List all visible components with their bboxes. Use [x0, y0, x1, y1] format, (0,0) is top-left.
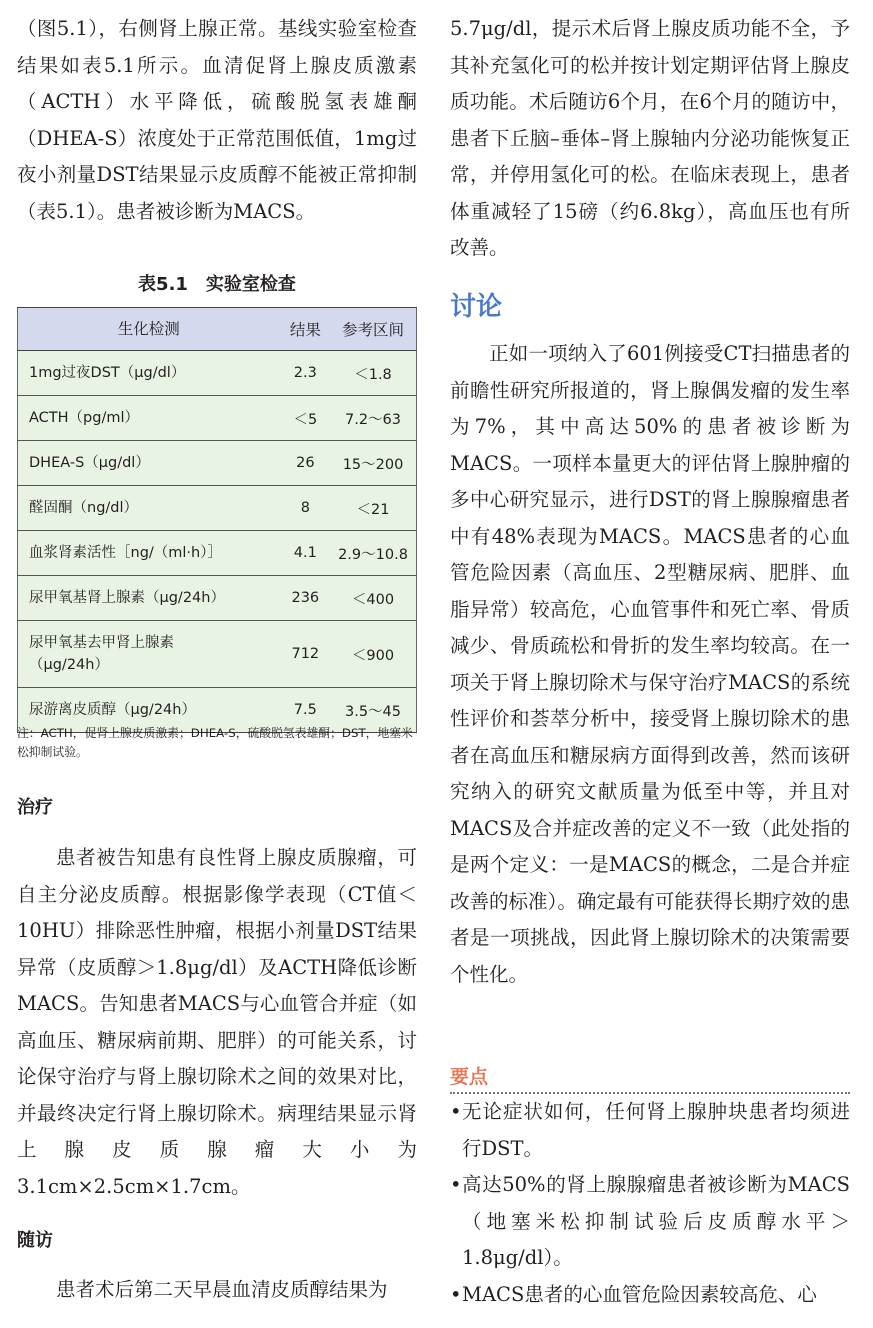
- list-item: • MACS患者的心血管危险因素较高危、心: [450, 1277, 850, 1314]
- discussion-heading: 讨论: [450, 292, 503, 322]
- followup-paragraph: 患者术后第二天早晨血清皮质醇结果为: [56, 1278, 388, 1301]
- table-header-row: [18, 308, 417, 351]
- table-row: [18, 486, 417, 531]
- cell-result: 2.3: [281, 351, 330, 396]
- header-reference: 参考区间: [330, 308, 416, 351]
- cell-test: 尿甲氧基去甲肾上腺素（μg/24h）: [18, 621, 281, 688]
- cell-result: 712: [281, 621, 330, 688]
- cell-test: 醛固酮（ng/dl）: [18, 486, 281, 531]
- cell-result: ＜5: [281, 396, 330, 441]
- cell-result: 8: [281, 486, 330, 531]
- cell-reference: 15～200: [330, 441, 416, 486]
- header-result: 结果: [281, 308, 330, 351]
- cell-reference: 3.5～45: [330, 688, 416, 733]
- table-note: 注：ACTH，促肾上腺皮质激素；DHEA-S，硫酸脱氢表雄酮；DST，地塞米松抑制试验。: [17, 726, 413, 759]
- cell-test: DHEA-S（μg/dl）: [18, 441, 281, 486]
- cell-reference: ＜900: [330, 621, 416, 688]
- cell-reference: ＜1.8: [330, 351, 416, 396]
- header-test: 生化检测: [18, 308, 281, 351]
- intro-paragraph: （图5.1），右侧肾上腺正常。基线实验室检查结果如表5.1所示。血清促肾上腺皮质激素（ACTH）水平降低，硫酸脱氢表雄酮（DHEA-S）浓度处于正常范围低值，1mg过夜小剂量DST结果显示皮质醇不能被正常抑制（表5.1）。患者被诊断为MACS。: [17, 17, 417, 223]
- cell-test: ACTH（pg/ml）: [18, 396, 281, 441]
- list-item: • 无论症状如何，任何肾上腺肿块患者均须进行DST。: [450, 1094, 850, 1167]
- keypoints-heading: 要点: [450, 1066, 489, 1088]
- table-row: [18, 531, 417, 576]
- cell-test: 尿游离皮质醇（μg/24h）: [18, 688, 281, 733]
- cell-result: 7.5: [281, 688, 330, 733]
- cell-test: 尿甲氧基肾上腺素（μg/24h）: [18, 576, 281, 621]
- cell-reference: ＜400: [330, 576, 416, 621]
- table-caption: 表5.1 实验室检查: [138, 274, 296, 295]
- discussion-paragraph: 正如一项纳入了601例接受CT扫描患者的前瞻性研究所报道的，肾上腺偶发瘤的发生率为7%，其中高达50%的患者被诊断为MACS。一项样本量更大的评估肾上腺肿瘤的多中心研究显示，进行DST的肾上腺腺瘤患者中有48%表现为MACS。MACS患者的心血管危险因素（高血压、2型糖尿病、肥胖、血脂异常）较高危，心血管事件和死亡率、骨质减少、骨质疏松和骨折的发生率均较高。在一项关于肾上腺切除术与保守治疗MACS的系统性评价和荟萃分析中，接受肾上腺切除术的患者在高血压和糖尿病方面得到改善，然而该研究纳入的研究文献质量为低至中等，并且对MACS及合并症改善的定义不一致（此处指的是两个定义：一是MACS的概念，二是合并症改善的标准）。确定最有可能获得长期疗效的患者是一项挑战，因此肾上腺切除术的决策需要个性化。: [450, 342, 850, 986]
- table-row: [18, 576, 417, 621]
- treatment-paragraph: 患者被告知患有良性肾上腺皮质腺瘤，可自主分泌皮质醇。根据影像学表现（CT值＜10HU）排除恶性肿瘤，根据小剂量DST结果异常（皮质醇＞1.8μg/dl）及ACTH降低诊断MACS。告知患者MACS与心血管合并症（如高血压、糖尿病前期、肥胖）的可能关系，讨论保守治疗与肾上腺切除术之间的效果对比，并最终决定行肾上腺切除术。病理结果显示肾上腺皮质腺瘤大小为3.1cm×2.5cm×1.7cm。: [17, 846, 417, 1198]
- cell-result: 26: [281, 441, 330, 486]
- table-row: [18, 396, 417, 441]
- cell-test: 血浆肾素活性［ng/（ml·h）］: [18, 531, 281, 576]
- cell-reference: 7.2～63: [330, 396, 416, 441]
- cell-reference: ＜21: [330, 486, 416, 531]
- followup-heading: 随访: [17, 1230, 53, 1251]
- keypoints-list: [450, 1094, 850, 1313]
- cell-result: 4.1: [281, 531, 330, 576]
- treatment-heading: 治疗: [17, 797, 53, 818]
- list-item: • 高达50%的肾上腺腺瘤患者被诊断为MACS（地塞米松抑制试验后皮质醇水平＞1.8μg/dl）。: [450, 1167, 850, 1277]
- cell-test: 1mg过夜DST（μg/dl）: [18, 351, 281, 396]
- postop-paragraph: 5.7μg/dl，提示术后肾上腺皮质功能不全，予其补充氢化可的松并按计划定期评估肾上腺皮质功能。术后随访6个月，在6个月的随访中，患者下丘脑–垂体–肾上腺轴内分泌功能恢复正常，并停用氢化可的松。在临床表现上，患者体重减轻了15磅（约6.8kg），高血压也有所改善。: [450, 17, 850, 259]
- table-row: [18, 351, 417, 396]
- table-row: [18, 441, 417, 486]
- lab-results-table: [17, 307, 417, 733]
- cell-result: 236: [281, 576, 330, 621]
- cell-reference: 2.9～10.8: [330, 531, 416, 576]
- table-row: [18, 621, 417, 688]
